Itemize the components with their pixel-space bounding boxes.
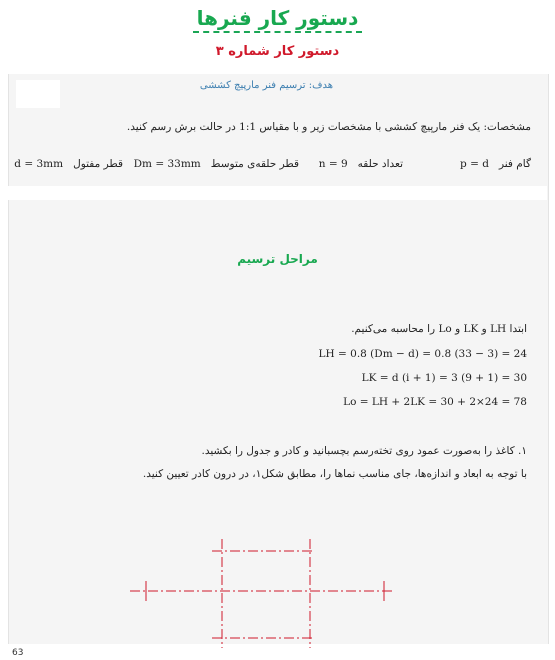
param-value: p = d xyxy=(460,158,489,170)
separator-strip xyxy=(8,186,547,200)
param-value: n = 9 xyxy=(318,158,348,170)
param-label: قطر مفتول xyxy=(73,158,123,170)
equation-lo: Lo = LH + 2LK = 30 + 2×24 = 78 xyxy=(343,396,527,408)
page-number: 63 xyxy=(12,648,24,658)
specification-text: مشخصات: یک فنر مارپیچ کششی با مشخصات زیر و با مقیاس 1:1 در حالت برش رسم کنید. xyxy=(126,121,531,133)
instruction-2: با توجه به ابعاد و اندازه‌ها، جای مناسب نماها را، مطابق شکل۱، در درون کادر تعیین کنید. xyxy=(142,468,527,480)
param-label: قطر حلقه‌ی متوسط xyxy=(210,158,299,170)
blank-box xyxy=(16,80,60,108)
goal-text: هدف: ترسیم فنر مارپیچ کششی xyxy=(199,80,333,91)
equation-lk: LK = d (i + 1) = 3 (9 + 1) = 30 xyxy=(361,372,527,384)
param-label: تعداد حلقه xyxy=(357,158,403,170)
equation-lh: LH = 0.8 (Dm − d) = 0.8 (33 − 3) = 24 xyxy=(318,348,527,360)
instruction-1: ۱. کاغذ را به‌صورت عمود روی تخته‌رسم بچسبانید و کادر و جدول را بکشید. xyxy=(201,445,527,457)
param-mean-diameter xyxy=(134,158,299,170)
steps-heading: مراحل ترسیم xyxy=(237,252,318,266)
param-wire-diameter xyxy=(14,158,123,170)
intro-line: ابتدا LH و LK و Lo را محاسبه می‌کنیم. xyxy=(351,323,527,335)
param-coil-count xyxy=(319,158,403,170)
param-label: گام فنر xyxy=(498,158,531,170)
param-pitch xyxy=(460,158,531,170)
layout-sketch xyxy=(130,535,400,650)
param-value: Dm = 33mm xyxy=(133,158,201,170)
page-title: دستور کار فنرها xyxy=(0,6,555,30)
page-subtitle: دستور کار شماره ۳ xyxy=(215,44,340,59)
param-value: d = 3mm xyxy=(14,158,64,170)
